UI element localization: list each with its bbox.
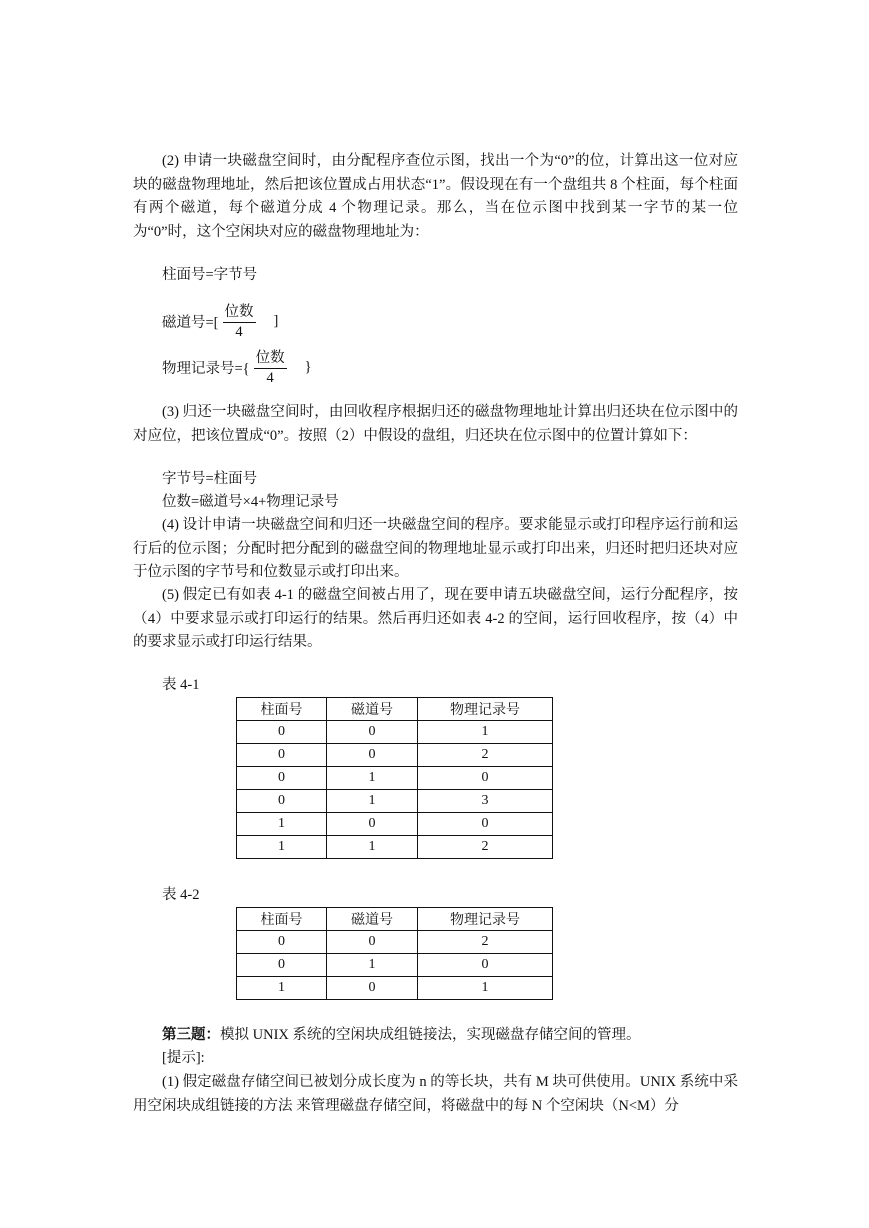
table-cell: 0 — [418, 767, 553, 790]
table-cell: 0 — [327, 931, 418, 954]
table-row — [237, 790, 553, 813]
table-row — [237, 744, 553, 767]
table-cell: 0 — [237, 767, 327, 790]
table-row — [237, 813, 553, 836]
fraction-numerator: 位数 — [223, 302, 256, 323]
table-cell: 0 — [237, 744, 327, 767]
paragraph-5: (5) 假定已有如表 4-1 的磁盘空间被占用了，现在要申请五块磁盘空间，运行分配程序，按（4）中要求显示或打印运行的结果。然后再归还如表 4-2 的空间，运行回收程序，按（4）中的要求显示或打印运行结果。 — [133, 587, 738, 650]
table-row — [237, 767, 553, 790]
header-track: 磁道号 — [327, 908, 418, 931]
header-record: 物理记录号 — [418, 698, 553, 721]
header-cylinder: 柱面号 — [237, 698, 327, 721]
paragraph-last: (1) 假定磁盘存储空间已被划分成长度为 n 的等长块，共有 M 块可供使用。UNIX 系统中采用空闲块成组链接的方法 来管理磁盘存储空间，将磁盘中的每 N 个空闲块（N<M）分 — [133, 1074, 738, 1114]
table-row — [237, 931, 553, 954]
table-cell: 1 — [327, 836, 418, 859]
section-3-title-rest: 模拟 UNIX 系统的空闲块成组链接法，实现磁盘存储空间的管理。 — [220, 1027, 641, 1043]
table-cell: 1 — [418, 721, 553, 744]
table-cell: 0 — [327, 744, 418, 767]
table-cell: 0 — [418, 813, 553, 836]
section-3-title: 第三题： — [162, 1027, 220, 1043]
table-cell: 1 — [327, 767, 418, 790]
table-cell: 1 — [237, 977, 327, 1000]
fraction-denominator: 4 — [235, 324, 243, 340]
table-cell: 0 — [418, 954, 553, 977]
header-track: 磁道号 — [327, 698, 418, 721]
table-cell: 0 — [327, 721, 418, 744]
table-header-row — [237, 908, 553, 931]
table-cell: 1 — [418, 977, 553, 1000]
table-header-row — [237, 698, 553, 721]
table-cell: 0 — [237, 931, 327, 954]
formula-byte-number: 字节号=柱面号 — [162, 471, 258, 487]
formula-track — [162, 302, 278, 341]
formula-bit-number: 位数=磁道号×4+物理记录号 — [162, 494, 339, 510]
formula-track-close: ] — [273, 313, 279, 329]
paragraph-2: (2) 申请一块磁盘空间时，由分配程序查位示图，找出一个为“0”的位，计算出这一位对应块的磁盘物理地址，然后把该位置成占用状态“1”。假设现在有一个盘组共 8 个柱面，每个柱面有两个磁道，每个磁道分成 4 个物理记录。那么，当在位示图中找到某一字节的某一位为“0”时，这个空闲块对应的磁盘物理地址为： — [133, 153, 738, 240]
table-cell: 2 — [418, 744, 553, 767]
paragraph-4: (4) 设计申请一块磁盘空间和归还一块磁盘空间的程序。要求能显示或打印程序运行前和运行后的位示图；分配时把分配到的磁盘空间的物理地址显示或打印出来，归还时把归还块对应于位示图的字节号和位数显示或打印出来。 — [133, 517, 738, 580]
table-cell: 0 — [327, 977, 418, 1000]
table-4-1-caption: 表 4-1 — [162, 677, 200, 693]
formula-record-prefix: 物理记录号={ — [162, 361, 250, 377]
formula-track-prefix: 磁道号=[ — [162, 315, 219, 331]
table-row — [237, 954, 553, 977]
table-cell: 0 — [237, 954, 327, 977]
table-row — [237, 836, 553, 859]
table-cell: 1 — [327, 954, 418, 977]
header-record: 物理记录号 — [418, 908, 553, 931]
formula-record-close: } — [304, 359, 312, 375]
table-row — [237, 977, 553, 1000]
table-cell: 0 — [237, 790, 327, 813]
table-4-2-caption: 表 4-2 — [162, 887, 200, 903]
header-cylinder: 柱面号 — [237, 908, 327, 931]
hint-label: [提示]: — [162, 1050, 205, 1066]
paragraph-3: (3) 归还一块磁盘空间时，由回收程序根据归还的磁盘物理地址计算出归还块在位示图中的对应位，把该位置成“0”。按照（2）中假设的盘组，归还块在位示图中的位置计算如下： — [133, 404, 738, 444]
table-cell: 1 — [327, 790, 418, 813]
table-cell: 2 — [418, 931, 553, 954]
fraction-denominator: 4 — [266, 370, 274, 386]
formula-record — [162, 348, 312, 387]
fraction-track — [223, 302, 256, 341]
table-cell: 2 — [418, 836, 553, 859]
table-cell: 0 — [237, 721, 327, 744]
table-cell: 3 — [418, 790, 553, 813]
fraction-record — [254, 348, 287, 387]
table-cell: 0 — [327, 813, 418, 836]
fraction-numerator: 位数 — [254, 348, 287, 369]
section-3-heading — [133, 1024, 738, 1048]
table-cell: 1 — [237, 836, 327, 859]
formula-cylinder: 柱面号=字节号 — [162, 267, 258, 283]
table-row — [237, 721, 553, 744]
table-4-2 — [236, 907, 553, 1000]
table-4-1 — [236, 697, 553, 859]
table-cell: 1 — [237, 813, 327, 836]
